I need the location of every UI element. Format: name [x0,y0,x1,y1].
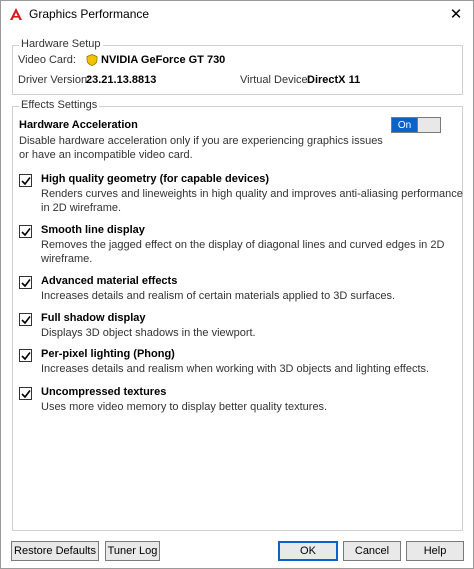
title-bar[interactable] [1,1,473,28]
effect-title: Per-pixel lighting (Phong) [41,348,175,360]
effect-title: Uncompressed textures [41,386,167,398]
autocad-logo-icon [9,7,23,21]
smooth-line-display-checkbox[interactable] [19,225,32,238]
driver-version-label: Driver Version: [18,74,91,86]
restore-defaults-button[interactable]: Restore Defaults [11,541,99,561]
high-quality-geometry-checkbox[interactable] [19,174,32,187]
hardware-setup-group [12,38,463,95]
uncompressed-textures-checkbox[interactable] [19,387,32,400]
help-button[interactable]: Help [406,541,464,561]
advanced-material-checkbox[interactable] [19,276,32,289]
checkmark-icon [21,315,31,325]
checkmark-icon [21,278,31,288]
checkmark-icon [21,389,31,399]
toggle-on-label: On [392,118,417,132]
window-title: Graphics Performance [29,7,150,21]
effect-description: Renders curves and lineweights in high quality and improves anti-aliasing performance in 2D wireframe. [41,188,463,214]
driver-version-value: 23.21.13.8813 [86,74,157,86]
hardware-acceleration-toggle[interactable] [391,117,441,133]
tuner-log-button[interactable]: Tuner Log [105,541,160,561]
video-card-label: Video Card: [18,54,76,66]
hardware-setup-legend: Hardware Setup [21,38,101,50]
effect-description: Uses more video memory to display better quality textures. [41,401,328,413]
ok-button[interactable]: OK [278,541,338,561]
effect-title: Full shadow display [41,312,146,324]
cancel-button[interactable]: Cancel [343,541,401,561]
effect-title: High quality geometry (for capable devices) [41,173,270,185]
virtual-device-value: DirectX 11 [307,74,361,86]
effect-title: Smooth line display [41,224,145,236]
hardware-acceleration-title: Hardware Acceleration [19,119,138,131]
effect-description: Increases details and realism when working with 3D objects and lighting effects. [41,363,430,375]
close-button[interactable]: ✕ [449,6,463,23]
per-pixel-lighting-checkbox[interactable] [19,349,32,362]
video-card-value: NVIDIA GeForce GT 730 [101,54,226,66]
checkmark-icon [21,176,31,186]
hardware-acceleration-description: Disable hardware acceleration only if you are experiencing graphics issues or have an incompatible video card. [19,135,383,161]
effect-description: Increases details and realism of certain materials applied to 3D surfaces. [41,290,396,302]
effect-description: Displays 3D object shadows in the viewport. [41,327,256,339]
checkmark-icon [21,227,31,237]
toggle-knob [417,118,440,132]
virtual-device-label: Virtual Device: [240,74,311,86]
effect-title: Advanced material effects [41,275,178,287]
checkmark-icon [21,351,31,361]
effect-description: Removes the jagged effect on the display of diagonal lines and curved edges in 2D wireframe. [41,239,445,265]
nvidia-shield-icon [86,54,98,66]
effects-settings-legend: Effects Settings [21,99,98,111]
full-shadow-display-checkbox[interactable] [19,313,32,326]
